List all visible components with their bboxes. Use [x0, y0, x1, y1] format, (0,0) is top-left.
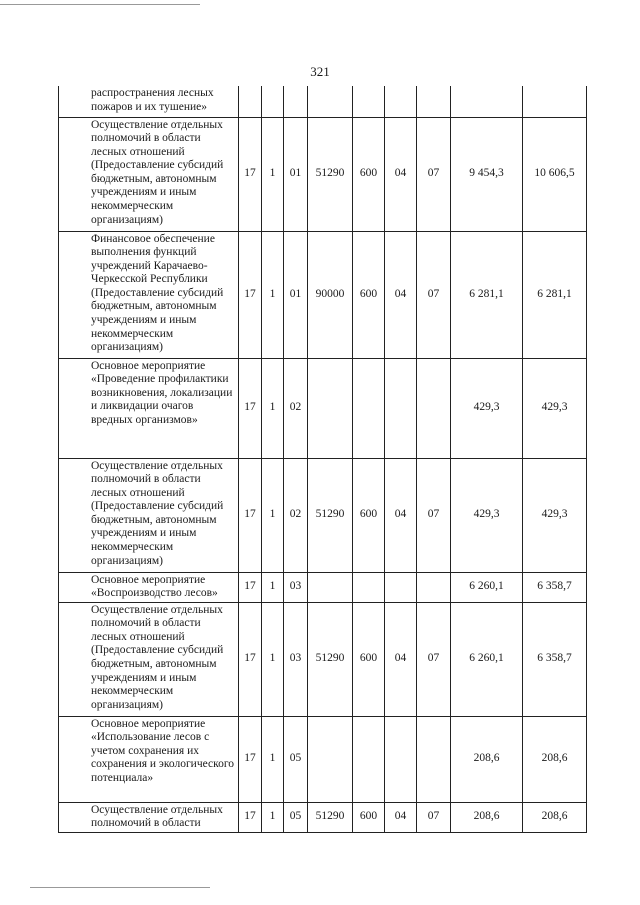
cell-c5: 600	[353, 231, 385, 358]
cell-v2: 208,6	[523, 716, 587, 802]
cell-c1: 17	[239, 458, 262, 572]
table-row	[59, 86, 587, 117]
row-name: Основное мероприятие «Использование лесов с учетом сохранения их сохранения и экологического потенциала»	[59, 716, 239, 802]
cell-c4: 51290	[308, 117, 353, 231]
cell-c7	[417, 716, 451, 802]
cell-c6	[385, 86, 417, 117]
cell-v2: 10 606,5	[523, 117, 587, 231]
row-name: Основное мероприятие «Проведение профилактики возникновения, локализации и ликвидации очагов вредных организмов»	[59, 358, 239, 458]
cell-c6	[385, 572, 417, 602]
table-row	[59, 231, 587, 358]
cell-c6	[385, 716, 417, 802]
cell-c6	[385, 358, 417, 458]
cell-c1: 17	[239, 572, 262, 602]
cell-v1: 6 260,1	[451, 602, 523, 716]
cell-c7: 07	[417, 458, 451, 572]
cell-v2: 208,6	[523, 802, 587, 832]
cell-c3: 01	[284, 117, 308, 231]
cell-c4: 51290	[308, 802, 353, 832]
cell-c2: 1	[262, 602, 284, 716]
budget-table	[58, 86, 587, 833]
cell-c3: 05	[284, 802, 308, 832]
cell-c3	[284, 86, 308, 117]
cell-c2: 1	[262, 716, 284, 802]
row-name: Осуществление отдельных полномочий в области лесных отношений (Предоставление субсидий бюджетным, автономным учреждениям и иным некоммерческим организациям)	[59, 117, 239, 231]
cell-v2: 429,3	[523, 458, 587, 572]
cell-c2: 1	[262, 572, 284, 602]
row-name: Финансовое обеспечение выполнения функций учреждений Карачаево-Черкесской Республики (Предоставление субсидий бюджетным, автономным учреждениям и иным некоммерческим организациям)	[59, 231, 239, 358]
cell-v1: 429,3	[451, 358, 523, 458]
cell-c2: 1	[262, 458, 284, 572]
row-name: Осуществление отдельных полномочий в области лесных отношений (Предоставление субсидий бюджетным, автономным учреждениям и иным некоммерческим организациям)	[59, 602, 239, 716]
cell-c7: 07	[417, 802, 451, 832]
cell-c6: 04	[385, 117, 417, 231]
cell-c7	[417, 86, 451, 117]
cell-c4: 51290	[308, 602, 353, 716]
cell-c2: 1	[262, 117, 284, 231]
cell-c3: 05	[284, 716, 308, 802]
cell-v1: 6 260,1	[451, 572, 523, 602]
table-row	[59, 716, 587, 802]
cell-c7	[417, 572, 451, 602]
row-name: Осуществление отдельных полномочий в области	[59, 802, 239, 832]
cell-v1: 6 281,1	[451, 231, 523, 358]
table-row	[59, 458, 587, 572]
cell-c5	[353, 716, 385, 802]
cell-v1: 208,6	[451, 716, 523, 802]
cell-c7	[417, 358, 451, 458]
cell-c5: 600	[353, 602, 385, 716]
cell-c4: 51290	[308, 458, 353, 572]
cell-v1: 429,3	[451, 458, 523, 572]
cell-v2	[523, 86, 587, 117]
cell-v1	[451, 86, 523, 117]
cell-c4	[308, 358, 353, 458]
cell-c2: 1	[262, 358, 284, 458]
row-name: Основное мероприятие «Воспроизводство лесов»	[59, 572, 239, 602]
table-row	[59, 358, 587, 458]
cell-c7: 07	[417, 602, 451, 716]
cell-c5: 600	[353, 802, 385, 832]
row-name: распространения лесных пожаров и их тушение»	[59, 86, 239, 117]
cell-v2: 6 358,7	[523, 602, 587, 716]
cell-v2: 6 358,7	[523, 572, 587, 602]
cell-c1	[239, 86, 262, 117]
cell-c6: 04	[385, 602, 417, 716]
scan-edge-line-top	[0, 4, 200, 5]
cell-v2: 6 281,1	[523, 231, 587, 358]
cell-c2: 1	[262, 231, 284, 358]
cell-c6: 04	[385, 231, 417, 358]
cell-c5: 600	[353, 458, 385, 572]
cell-c4	[308, 572, 353, 602]
cell-v1: 208,6	[451, 802, 523, 832]
cell-c3: 01	[284, 231, 308, 358]
cell-c2	[262, 86, 284, 117]
cell-c6: 04	[385, 802, 417, 832]
cell-c3: 03	[284, 572, 308, 602]
page-number: 321	[310, 64, 330, 79]
cell-c3: 02	[284, 358, 308, 458]
cell-c3: 03	[284, 602, 308, 716]
cell-c1: 17	[239, 802, 262, 832]
cell-c7: 07	[417, 231, 451, 358]
row-name: Осуществление отдельных полномочий в области лесных отношений (Предоставление субсидий бюджетным, автономным учреждениям и иным некоммерческим организациям)	[59, 458, 239, 572]
table-row	[59, 602, 587, 716]
cell-c4	[308, 716, 353, 802]
cell-c5	[353, 358, 385, 458]
table-row	[59, 572, 587, 602]
cell-c5	[353, 86, 385, 117]
cell-c1: 17	[239, 231, 262, 358]
table-row	[59, 117, 587, 231]
cell-c7: 07	[417, 117, 451, 231]
cell-c2: 1	[262, 802, 284, 832]
cell-v1: 9 454,3	[451, 117, 523, 231]
cell-v2: 429,3	[523, 358, 587, 458]
cell-c1: 17	[239, 716, 262, 802]
cell-c3: 02	[284, 458, 308, 572]
cell-c1: 17	[239, 602, 262, 716]
table-row	[59, 802, 587, 832]
cell-c6: 04	[385, 458, 417, 572]
cell-c5: 600	[353, 117, 385, 231]
scan-edge-line-bottom	[30, 887, 210, 888]
cell-c1: 17	[239, 117, 262, 231]
cell-c4: 90000	[308, 231, 353, 358]
cell-c4	[308, 86, 353, 117]
cell-c1: 17	[239, 358, 262, 458]
cell-c5	[353, 572, 385, 602]
